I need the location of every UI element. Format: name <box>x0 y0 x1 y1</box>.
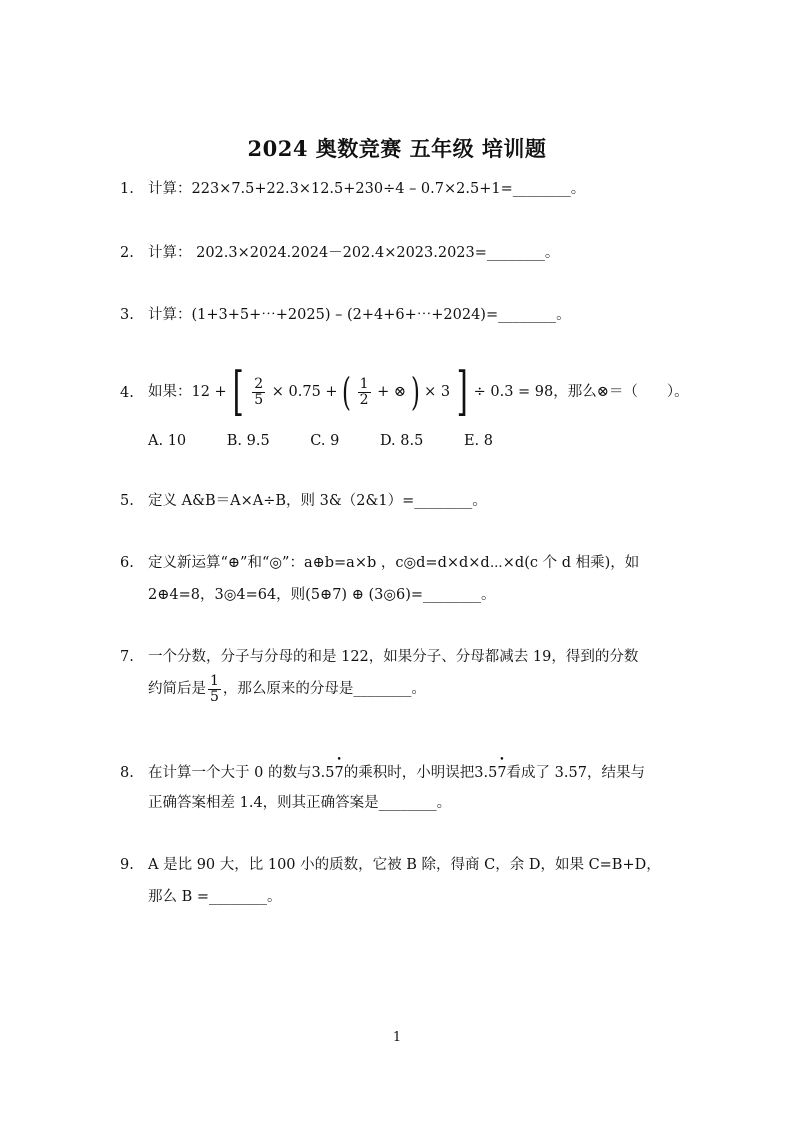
answer-options <box>148 428 734 454</box>
fraction-denominator: 5 <box>254 391 264 408</box>
option-e: E. 8 <box>463 433 493 449</box>
expression-start: 12 + <box>191 384 227 400</box>
question-8 <box>120 760 734 816</box>
repeating-digit: • 7 <box>497 760 506 786</box>
question-line-2: 2⊕4=8，3◎4=64，则(5⊕7) ⊕ (3◎6)=________。 <box>148 587 496 603</box>
question-number: 4. <box>120 385 134 401</box>
expression-middle: × 0.75 + <box>271 384 338 400</box>
fraction-denominator: 2 <box>359 391 369 408</box>
question-line-1: 定义新运算“⊕”和“◎”：a⊕b=a×b ，c◎d=d×d×d⋯×d(c 个 d 相乘)，如 <box>148 555 640 571</box>
question-1 <box>120 176 734 202</box>
question-expression <box>148 362 734 422</box>
question-3 <box>120 302 734 328</box>
question-number: 6. <box>120 555 134 571</box>
question-text: 定义 A&B＝A×A÷B，则 3&（2&1）=________。 <box>148 493 487 509</box>
expression-suffix: ，那么⊗＝（ ）。 <box>553 384 689 400</box>
option-a: A. 10 <box>148 433 187 449</box>
expression-otimes: + ⊗ <box>377 384 407 400</box>
question-text: 计算：(1+3+5+⋯+2025) – (2+4+6+⋯+2024)=________。 <box>148 307 571 323</box>
fraction-two-fifths <box>252 377 265 407</box>
line-2-prefix: 约简后是 <box>148 681 206 698</box>
question-number: 8. <box>120 765 134 781</box>
question-line-2: 那么 B =________。 <box>148 889 282 905</box>
question-line-1: 一个分数，分子与分母的和是 122，如果分子、分母都减去 19，得到的分数 <box>148 649 639 665</box>
fraction-denominator: 5 <box>210 688 219 705</box>
question-5 <box>120 488 734 514</box>
question-number: 1. <box>120 181 134 197</box>
repeating-digit: • 7 <box>335 760 344 786</box>
segment-1: 在计算一个大于 0 的数与 <box>148 765 312 781</box>
repeating-decimal: 3.5• 7 <box>311 765 343 781</box>
question-text: 计算： 202.3×2024.2024－202.4×2023.2023=________。 <box>148 245 560 261</box>
question-7 <box>120 644 734 704</box>
question-line-1 <box>148 760 734 786</box>
question-number: 5. <box>120 493 134 509</box>
repeating-decimal: 3.5• 7 <box>474 765 506 781</box>
segment-3: 看成了 3.57，结果与 <box>506 765 645 781</box>
question-number: 2. <box>120 245 134 261</box>
question-4 <box>120 362 734 454</box>
fraction-numerator: 1 <box>210 673 219 689</box>
page-title: 2024 奥数竞赛 五年级 培训题 <box>247 136 547 161</box>
right-paren: ) <box>410 370 420 414</box>
option-c: C. 9 <box>310 433 340 449</box>
question-line-2: 正确答案相差 1.4，则其正确答案是________。 <box>148 795 452 811</box>
segment-2: 的乘积时，小明误把 <box>343 765 475 781</box>
fraction-one-half <box>358 377 371 407</box>
left-bracket: [ <box>232 362 245 422</box>
question-6 <box>120 550 734 608</box>
fraction-numerator: 1 <box>359 375 369 392</box>
line-2-suffix: ，那么原来的分母是________。 <box>222 681 426 698</box>
expression-prefix: 如果： <box>148 384 192 400</box>
question-number: 7. <box>120 649 134 665</box>
question-number: 9. <box>120 857 134 873</box>
left-paren: ( <box>342 370 352 414</box>
question-9 <box>120 852 734 910</box>
expression-end: ÷ 0.3 = 98 <box>473 384 554 400</box>
fraction-numerator: 2 <box>254 375 264 392</box>
right-bracket: ] <box>456 362 468 422</box>
fraction-one-fifth <box>208 674 221 704</box>
question-2 <box>120 240 734 266</box>
expression-times-three: × 3 <box>424 384 451 400</box>
question-line-1: A 是比 90 大，比 100 小的质数，它被 B 除，得商 C，余 D，如果 C=B+D， <box>148 857 661 873</box>
option-b: B. 9.5 <box>226 433 270 449</box>
question-number: 3. <box>120 307 134 323</box>
page-number: 1 <box>392 1030 402 1045</box>
question-line-2 <box>148 674 734 704</box>
question-text: 计算：223×7.5+22.3×12.5+230÷4 – 0.7×2.5+1=________。 <box>148 181 586 197</box>
option-d: D. 8.5 <box>379 433 424 449</box>
